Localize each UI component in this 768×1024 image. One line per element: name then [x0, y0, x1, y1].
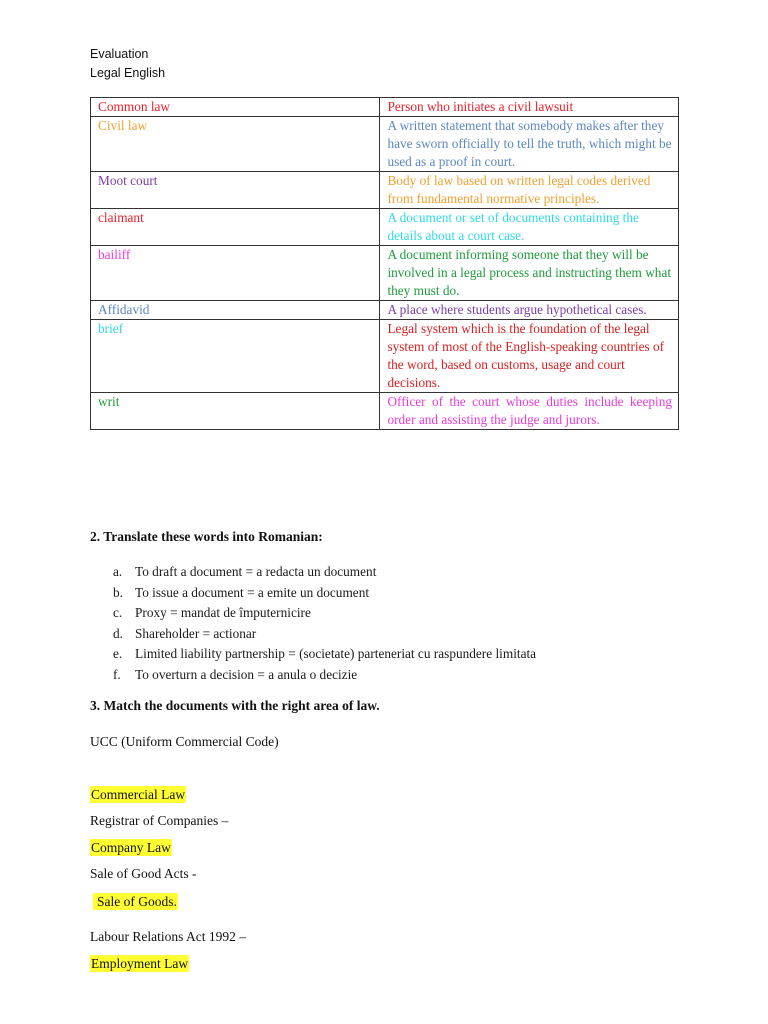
term-cell: Civil law [91, 117, 380, 172]
definition-cell: Officer of the court whose duties include keeping order and assisting the judge and jurors. [380, 393, 679, 430]
document-title: Evaluation [90, 47, 149, 61]
definition-cell: Body of law based on written legal codes derived from fundamental normative principles. [380, 172, 679, 209]
translation-text: To draft a document = a redacta un document [135, 564, 377, 579]
term-cell: Affidavid [91, 301, 380, 320]
translation-text: Proxy = mandat de împuternicire [135, 605, 311, 620]
table-row [91, 320, 679, 393]
list-marker: f. [113, 666, 121, 682]
labour-act-line: Labour Relations Act 1992 – [90, 929, 246, 944]
translation-text: Shareholder = actionar [135, 625, 257, 641]
section-3-heading: 3. Match the documents with the right area of law. [90, 698, 380, 713]
vocabulary-matching-table [90, 97, 679, 430]
term-cell: writ [91, 393, 380, 430]
table-row [91, 393, 679, 430]
registrar-line: Registrar of Companies – [90, 813, 229, 828]
definition-cell: Person who initiates a civil lawsuit [380, 98, 679, 117]
translation-item [113, 624, 536, 645]
translation-item [113, 603, 536, 624]
table-row [91, 117, 679, 172]
section-2-heading: 2. Translate these words into Romanian: [90, 529, 323, 544]
translation-text: To issue a document = a emite un document [135, 584, 370, 600]
list-marker: b. [113, 584, 123, 600]
definition-cell: A document or set of documents containing the details about a court case. [380, 209, 679, 246]
table-row [91, 98, 679, 117]
list-marker: c. [113, 605, 123, 620]
sale-of-good-acts-line: Sale of Good Acts - [90, 866, 197, 881]
translation-item [113, 644, 536, 665]
sale-of-goods-answer: Sale of Goods. [93, 893, 178, 910]
employment-law-answer: Employment Law [91, 956, 189, 971]
table-row [91, 246, 679, 301]
list-marker: a. [113, 564, 123, 579]
term-cell: brief [91, 320, 380, 393]
translation-item [113, 665, 536, 686]
table-row [91, 209, 679, 246]
term-cell: Moot court [91, 172, 380, 209]
table-row [91, 301, 679, 320]
term-cell: Common law [91, 98, 380, 117]
term-cell: bailiff [91, 246, 380, 301]
list-marker: d. [113, 625, 123, 641]
translation-item [113, 583, 536, 604]
list-marker: e. [113, 646, 123, 661]
commercial-law-answer: Commercial Law [91, 787, 186, 802]
translation-text: To overturn a decision = a anula o decizie [135, 666, 358, 682]
translation-list [113, 562, 536, 685]
definition-cell: A document informing someone that they will be involved in a legal process and instructing them what they must do. [380, 246, 679, 301]
translation-text: Limited liability partnership = (societate) parteneriat cu raspundere limitata [135, 646, 537, 661]
document-subtitle: Legal English [90, 66, 166, 80]
definition-cell: Legal system which is the foundation of the legal system of most of the English-speaking countries of the word, based on customs, usage and court decisions. [380, 320, 679, 393]
ucc-line: UCC (Uniform Commercial Code) [90, 734, 279, 749]
definition-cell: A place where students argue hypothetical cases. [380, 301, 679, 320]
definition-cell: A written statement that somebody makes after they have sworn officially to tell the truth, which might be used as a proof in court. [380, 117, 679, 172]
term-cell: claimant [91, 209, 380, 246]
translation-item [113, 562, 536, 583]
table-row [91, 172, 679, 209]
company-law-answer: Company Law [91, 840, 171, 855]
